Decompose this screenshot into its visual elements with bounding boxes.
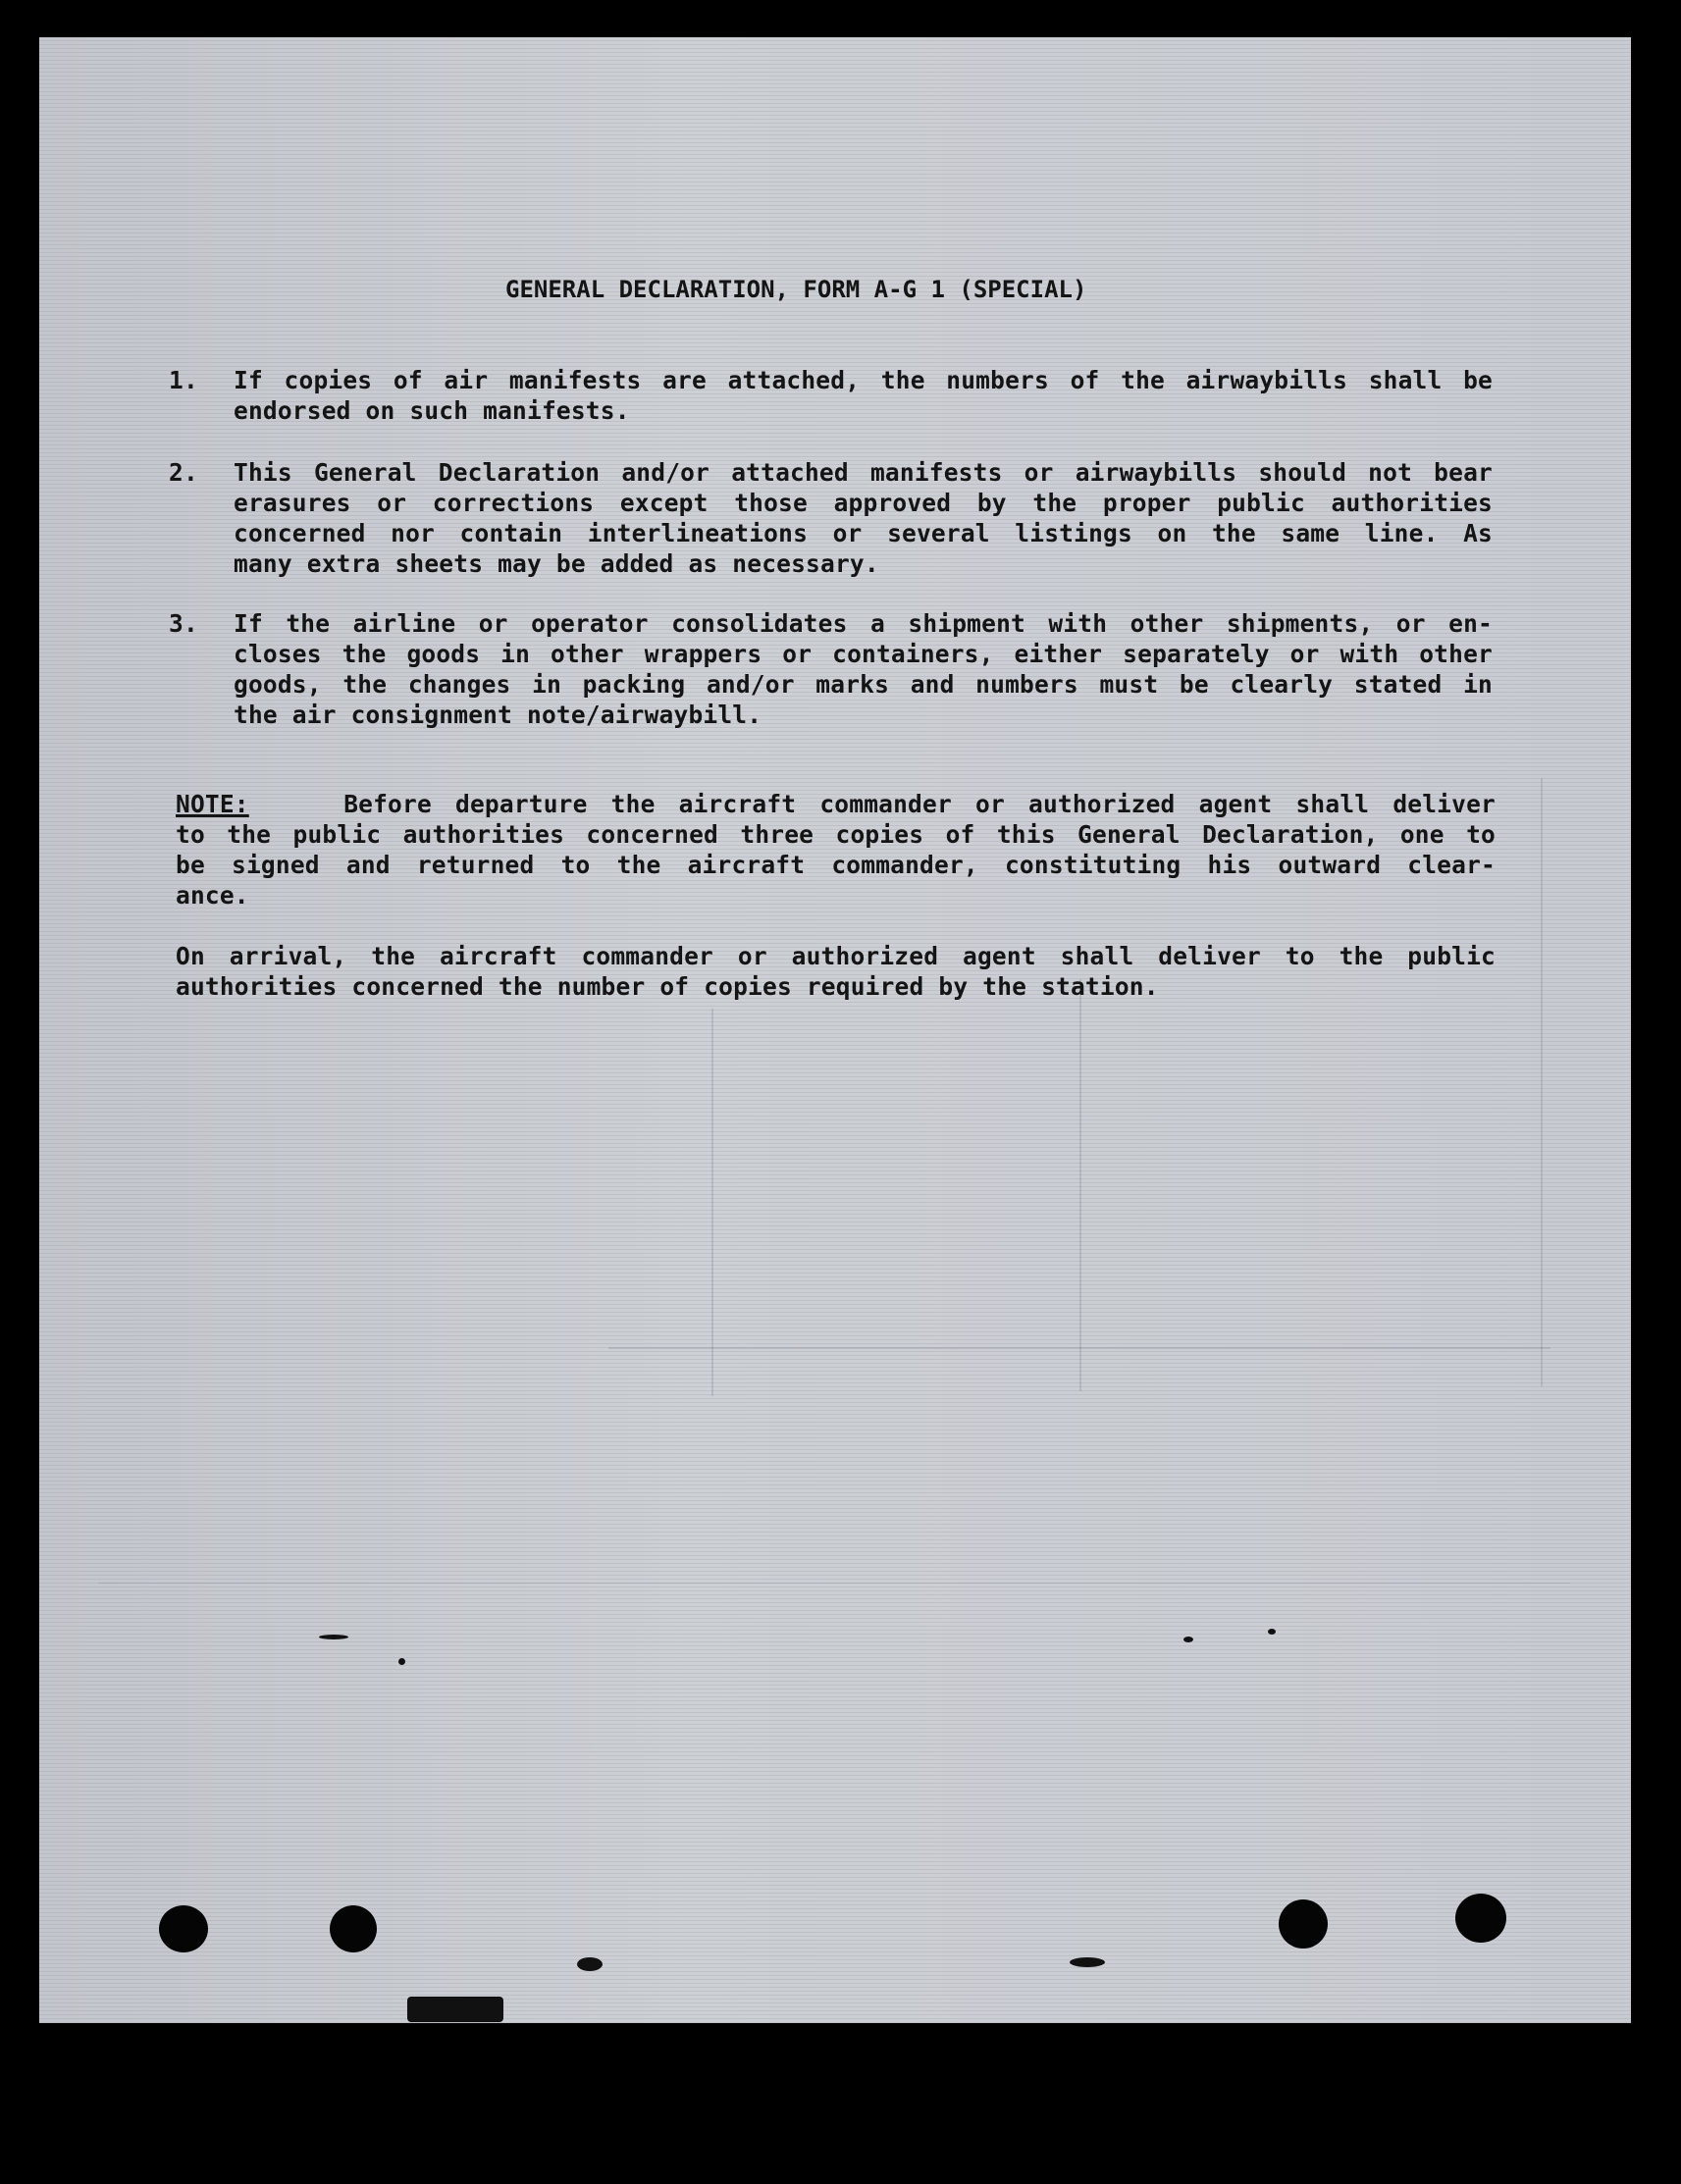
- item-line: If copies of air manifests are attached, the numbers of the airwaybills shall be: [234, 366, 1493, 394]
- arrival-paragraph: [176, 941, 1496, 1002]
- item-line: concerned nor contain interlineations or several listings on the same line. As: [234, 519, 1493, 547]
- ink-speck: [319, 1635, 348, 1639]
- ink-speck: [577, 1957, 603, 1971]
- binder-hole: [159, 1905, 208, 1952]
- item-line: endorsed on such manifests.: [234, 396, 630, 425]
- ink-speck: [398, 1658, 405, 1665]
- torn-edge-mark: [407, 1997, 503, 2022]
- item-line: the air consignment note/airwaybill.: [234, 701, 762, 729]
- item-line: This General Declaration and/or attached manifests or airwaybills should not bear: [234, 458, 1493, 487]
- list-item: [169, 608, 1503, 730]
- ink-speck: [1070, 1957, 1105, 1967]
- item-body: [234, 457, 1503, 579]
- binder-hole: [330, 1905, 377, 1952]
- item-number: 3.: [169, 609, 198, 638]
- bleed-through-line: [1541, 778, 1543, 1386]
- binder-hole: [1279, 1899, 1328, 1949]
- item-line: closes the goods in other wrappers or containers, either separately or with other: [234, 640, 1493, 668]
- arrival-line: authorities concerned the number of copies required by the station.: [176, 972, 1159, 1001]
- arrival-line: On arrival, the aircraft commander or authorized agent shall deliver to the public: [176, 942, 1496, 970]
- item-line: many extra sheets may be added as necessary.: [234, 549, 879, 578]
- note-first-line: [176, 789, 1496, 819]
- note-line: to the public authorities concerned three copies of this General Declaration, one to: [176, 820, 1496, 849]
- note-label: NOTE:: [176, 790, 249, 818]
- list-item: [169, 365, 1503, 426]
- note-paragraph: [176, 789, 1496, 910]
- note-line: be signed and returned to the aircraft commander, constituting his outward clear-: [176, 851, 1496, 879]
- page-title: GENERAL DECLARATION, FORM A-G 1 (SPECIAL): [505, 276, 1087, 303]
- note-line: ance.: [176, 881, 249, 910]
- bleed-through-line: [98, 1583, 1570, 1584]
- list-item: [169, 457, 1503, 579]
- bleed-through-line: [1079, 979, 1081, 1391]
- binder-hole: [1455, 1894, 1506, 1943]
- bleed-through-line: [608, 1347, 1550, 1349]
- document-page: [39, 37, 1631, 2023]
- item-line: erasures or corrections except those approved by the proper public authorities: [234, 489, 1493, 517]
- item-body: [234, 608, 1503, 730]
- ink-speck: [1183, 1637, 1193, 1642]
- item-line: goods, the changes in packing and/or marks and numbers must be clearly stated in: [234, 670, 1493, 699]
- item-body: [234, 365, 1503, 426]
- bleed-through-line: [711, 1009, 713, 1396]
- item-number: 1.: [169, 366, 198, 394]
- ink-speck: [1268, 1629, 1276, 1635]
- item-number: 2.: [169, 458, 198, 487]
- note-text: Before departure the aircraft commander or authorized agent shall deliver: [343, 790, 1496, 818]
- item-line: If the airline or operator consolidates a shipment with other shipments, or en-: [234, 609, 1493, 638]
